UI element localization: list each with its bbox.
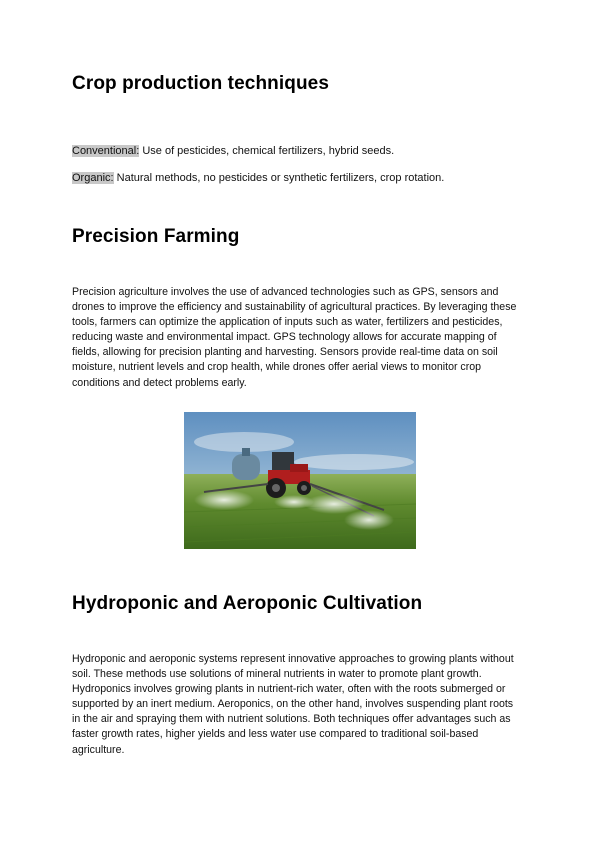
crop-item-organic [72, 172, 444, 184]
text-conventional: Use of pesticides, chemical fertilizers, hybrid seeds. [139, 145, 395, 157]
tractor-spraying-image [184, 412, 416, 549]
term-organic: Organic: [72, 172, 114, 184]
heading-hydroponic-aeroponic: Hydroponic and Aeroponic Cultivation [72, 593, 423, 614]
hydroponic-paragraph: Hydroponic and aeroponic systems represent innovative approaches to growing plants without soil. These methods use solutions of mineral nutrients in water to promote plant growth. Hydroponics involves growing plants in nutrient-rich water, often with the roots submerged or supported by an inert medium. Aeroponics, on the other hand, involves suspending plant roots in the air and spraying them with nutrient solutions. Both techniques offer advantages such as faster growth rates, higher yields and less water use compared to traditional soil-based agriculture. [72, 653, 514, 756]
heading-precision-farming: Precision Farming [72, 226, 240, 247]
text-organic: Natural methods, no pesticides or synthetic fertilizers, crop rotation. [113, 172, 445, 184]
term-conventional: Conventional: [72, 145, 140, 157]
crop-item-conventional [72, 145, 394, 157]
precision-paragraph: Precision agriculture involves the use of advanced technologies such as GPS, sensors and drones to improve the efficiency and sustainability of agricultural practices. By leveraging these tools, farmers can optimize the application of inputs such as water, fertilizers and pesticides, reducing waste and environmental impact. GPS technology allows for accurate mapping of fields, allowing for precision planting and harvesting. Sensors provide real-time data on soil moisture, nutrient levels and crop health, while drones offer aerial views to monitor crop conditions and detect problems early. [72, 286, 517, 389]
tractor-photo-illustration [184, 412, 416, 549]
heading-crop-production: Crop production techniques [72, 73, 329, 94]
